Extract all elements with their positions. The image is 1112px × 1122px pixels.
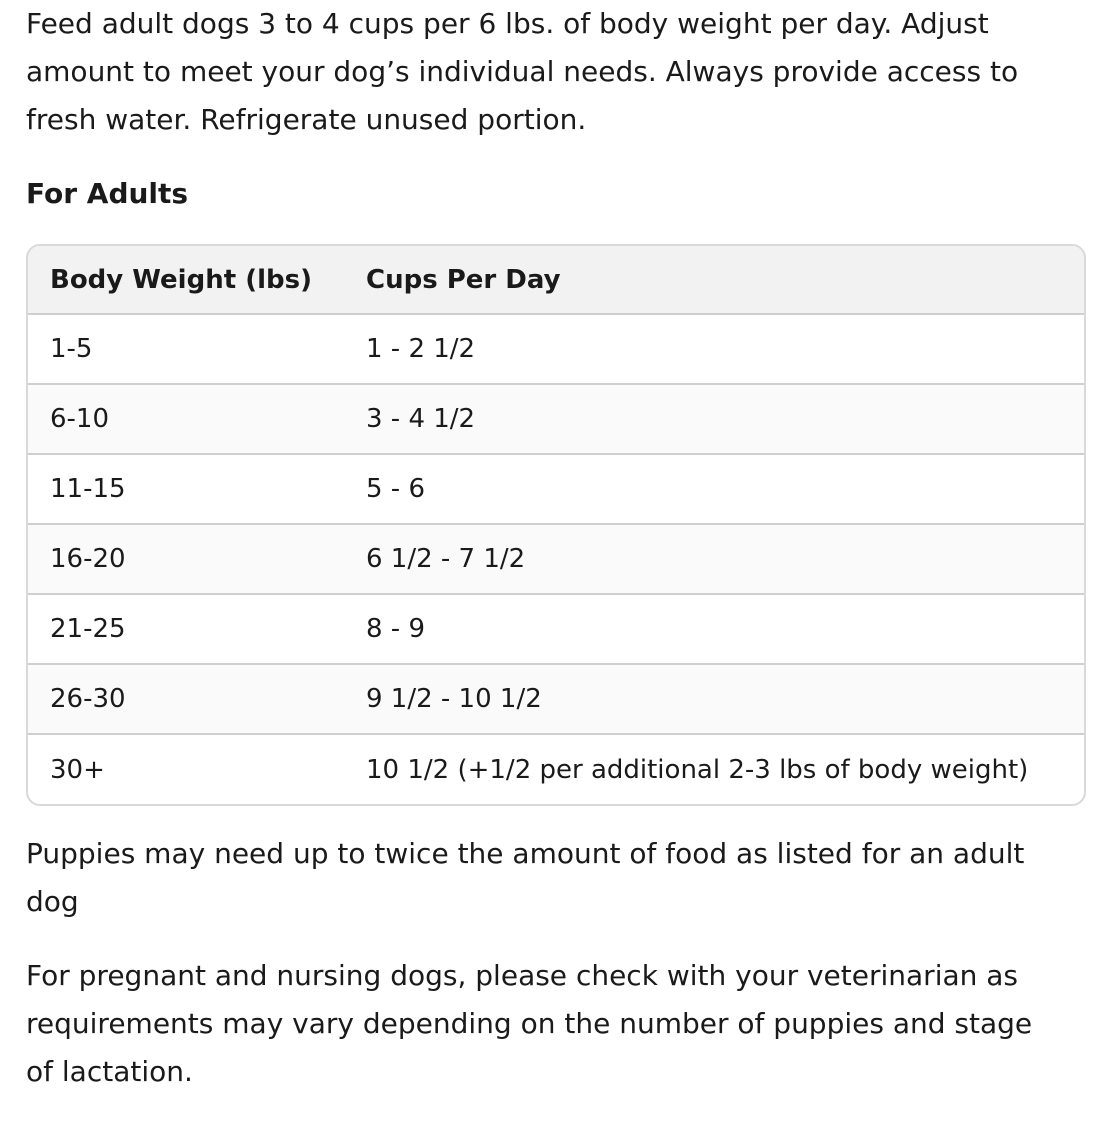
- table-row: [28, 664, 1084, 734]
- cups-cell: 6 1/2 - 7 1/2: [344, 524, 1084, 594]
- table-row: [28, 734, 1084, 804]
- table-row: [28, 314, 1084, 384]
- weight-cell: 30+: [50, 754, 105, 785]
- table-row: [28, 454, 1084, 524]
- feeding-guide: [26, 0, 1088, 1088]
- header-cups-per-day: Cups Per Day: [344, 246, 1084, 314]
- puppies-line-1: Puppies may need up to twice the amount of food as listed for an adult: [26, 837, 1025, 870]
- pregnant-line-2: requirements may vary depending on the number of puppies and stage: [26, 1007, 1033, 1040]
- weight-cell: 6-10: [28, 384, 344, 454]
- cups-cell: 1 - 2 1/2: [344, 314, 1084, 384]
- cups-cell: 8 - 9: [344, 594, 1084, 664]
- intro-line-3: fresh water. Refrigerate unused portion.: [26, 103, 587, 136]
- intro-line-1: Feed adult dogs 3 to 4 cups per 6 lbs. of body weight per day. Adjust: [26, 7, 989, 40]
- pregnant-note: [26, 952, 1088, 1096]
- table-header-row: [28, 246, 1084, 314]
- pregnant-line-3: of lactation.: [26, 1055, 193, 1088]
- puppies-note: [26, 830, 1088, 926]
- cups-cell: 10 1/2 (+1/2 per additional 2-3 lbs of body weight): [366, 754, 1029, 785]
- cups-cell: 5 - 6: [344, 454, 1084, 524]
- weight-cell: 11-15: [28, 454, 344, 524]
- feeding-table: [28, 246, 1084, 804]
- header-body-weight: Body Weight (lbs): [28, 246, 344, 314]
- cups-cell: 9 1/2 - 10 1/2: [344, 664, 1084, 734]
- weight-cell: 21-25: [28, 594, 344, 664]
- table-row: [28, 594, 1084, 664]
- cups-cell: 3 - 4 1/2: [344, 384, 1084, 454]
- weight-cell: 26-30: [28, 664, 344, 734]
- intro-paragraph: [26, 0, 1088, 144]
- table-row: [28, 384, 1084, 454]
- feeding-table-container: [26, 244, 1086, 806]
- pregnant-line-1: For pregnant and nursing dogs, please check with your veterinarian as: [26, 959, 1019, 992]
- weight-cell: 1-5: [28, 314, 344, 384]
- section-heading: For Adults: [26, 177, 189, 210]
- weight-cell: 16-20: [28, 524, 344, 594]
- intro-line-2: amount to meet your dog’s individual needs. Always provide access to: [26, 55, 1019, 88]
- table-row: [28, 524, 1084, 594]
- puppies-line-2: dog: [26, 885, 79, 918]
